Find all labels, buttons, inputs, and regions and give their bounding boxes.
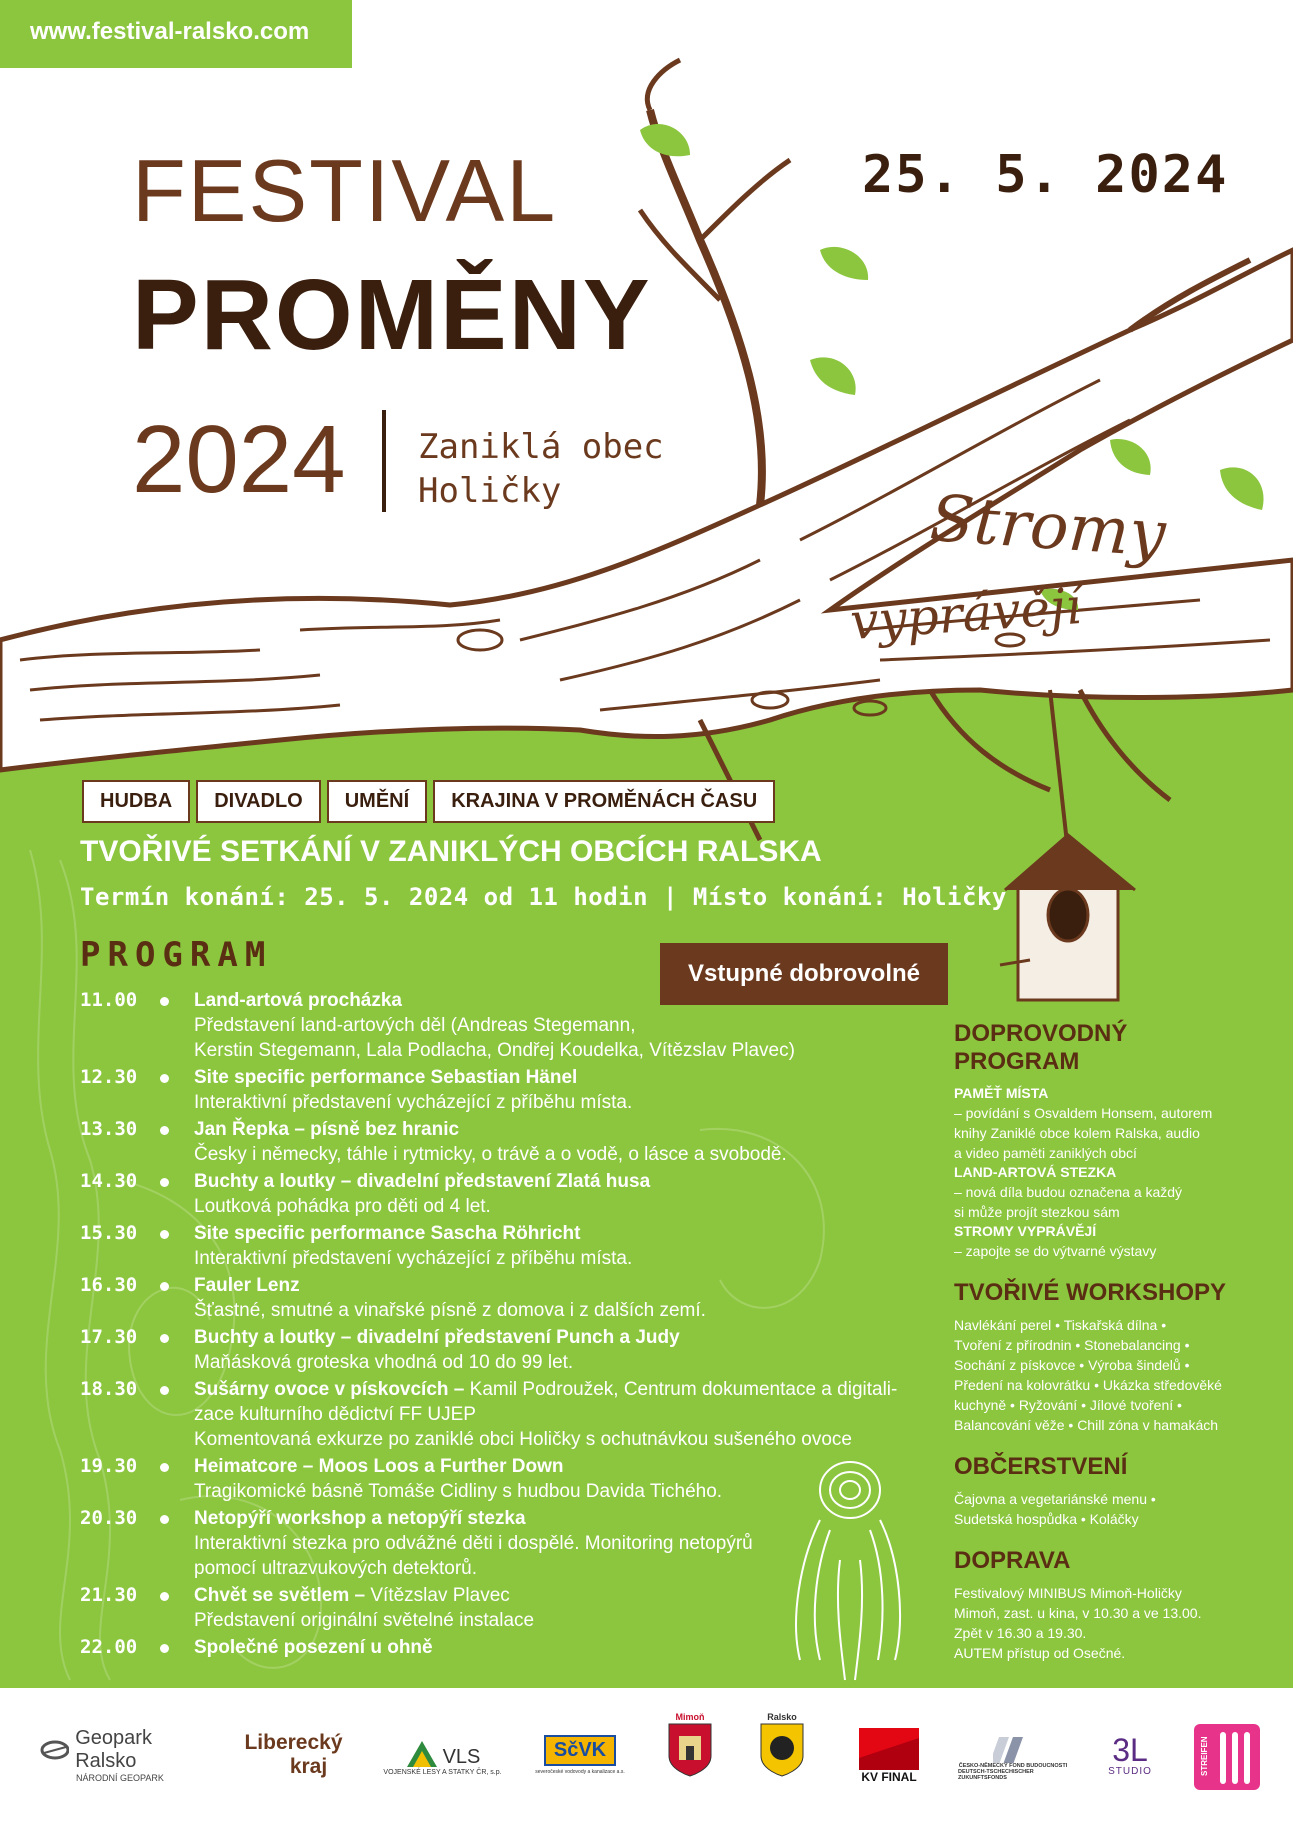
fond-text-cz: ČESKO-NĚMECKÝ FOND BUDOUCNOSTI xyxy=(958,1763,1068,1769)
program-item xyxy=(80,1065,910,1115)
streifen-text: STREIFEN xyxy=(1200,1736,1209,1776)
program-description: Interaktivní stezka pro odvážné děti i dospělé. Monitoring netopýrů xyxy=(194,1533,753,1554)
program-description: Loutková pohádka pro děti od 4 let. xyxy=(194,1196,491,1217)
workshopy-heading: TVOŘIVÉ WORKSHOPY xyxy=(954,1279,1227,1306)
program-description: Česky i německy, táhle i rytmicky, o trávě a o vodě, o lásce a svobodě. xyxy=(194,1144,787,1165)
program-title: Site specific performance Sascha Röhricht xyxy=(194,1223,581,1244)
program-title-line xyxy=(194,1169,910,1194)
program-item xyxy=(80,1325,910,1375)
program-title: Společné posezení u ohně xyxy=(194,1637,433,1658)
festival-date: 25. 5. 2024 xyxy=(862,145,1229,205)
obcerstveni-line: Čajovna a vegetariánské menu • xyxy=(954,1491,1156,1507)
scvk-text: SčVK xyxy=(544,1735,616,1766)
doprovodny-heading: DOPROVODNÝ PROGRAM xyxy=(954,1020,1128,1075)
program-title-line xyxy=(194,1273,910,1298)
program-description: Představení land-artových děl (Andreas Stegemann, xyxy=(194,1015,636,1036)
doprovodny-item-label: PAMĚŤ MÍSTA xyxy=(954,1085,1049,1101)
program-time: 16.30 xyxy=(80,1274,138,1296)
title-promeny: PROMĚNY xyxy=(132,259,652,371)
program-time: 11.00 xyxy=(80,989,138,1011)
title-festival: FESTIVAL xyxy=(132,141,558,240)
program-description: Šťastné, smutné a vinařské písně z domova i z dalších zemí. xyxy=(194,1300,706,1321)
tag-umeni: UMĚNÍ xyxy=(327,780,427,823)
program-time: 15.30 xyxy=(80,1222,138,1244)
scvk-sub: severočeské vodovody a kanalizace a.s. xyxy=(535,1769,625,1775)
program-item xyxy=(80,1377,910,1452)
doprovodny-program xyxy=(954,1020,1254,1261)
logo-streifen xyxy=(1193,1722,1261,1792)
doprovodny-item-text: – nová díla budou označena a každý xyxy=(954,1184,1183,1200)
program-item xyxy=(80,1117,910,1167)
program-title: Buchty a loutky – divadelní představení Punch a Judy xyxy=(194,1327,680,1348)
program-title-line xyxy=(194,1635,910,1660)
program-item xyxy=(80,1169,910,1219)
ralsko-text: Ralsko xyxy=(767,1712,797,1722)
program-item xyxy=(80,1583,910,1633)
program-title-line xyxy=(194,1377,910,1402)
mimon-text: Mimoň xyxy=(675,1712,705,1722)
tag-hudba: HUDBA xyxy=(82,780,190,823)
bullet-icon xyxy=(160,1334,169,1343)
obcerstveni xyxy=(954,1453,1254,1529)
doprava-heading: DOPRAVA xyxy=(954,1547,1071,1574)
geopark-icon xyxy=(40,1739,69,1761)
program-title: Netopýří workshop a netopýří stezka xyxy=(194,1508,526,1529)
program-title: Fauler Lenz xyxy=(194,1275,300,1296)
genre-tags xyxy=(82,780,775,823)
doprovodny-item-label: STROMY VYPRÁVĚJÍ xyxy=(954,1223,1097,1239)
bullet-icon xyxy=(160,997,169,1006)
title-divider xyxy=(382,410,386,512)
program-heading: PROGRAM xyxy=(80,935,273,975)
program-title-line xyxy=(194,1325,910,1350)
program-description: Kerstin Stegemann, Lala Podlacha, Ondřej Koudelka, Vítězslav Plavec) xyxy=(194,1040,795,1061)
logo-ralsko xyxy=(752,1700,812,1790)
event-termin: Termín konání: 25. 5. 2024 od 11 hodin | Místo konání: Holičky xyxy=(80,883,1007,911)
program-time: 19.30 xyxy=(80,1455,138,1477)
doprava-line: Zpět v 16.30 a 19.30. xyxy=(954,1625,1087,1641)
ralsko-coat-of-arms-icon xyxy=(759,1722,805,1778)
logo-fond-budoucnosti xyxy=(958,1725,1068,1793)
program-item xyxy=(80,988,910,1063)
bullet-icon xyxy=(160,1386,169,1395)
program-title: Chvět se světlem – xyxy=(194,1585,371,1606)
title-place xyxy=(418,425,664,513)
program-title: Heimatcore – Moos Loos a Further Down xyxy=(194,1456,564,1477)
program-title-rest: Kamil Podroužek, Centrum dokumentace a digitali- xyxy=(469,1379,898,1400)
program-item xyxy=(80,1454,910,1504)
doprava-line: Festivalový MINIBUS Mimoň-Holičky xyxy=(954,1585,1182,1601)
program-time: 17.30 xyxy=(80,1326,138,1348)
workshopy-line: Balancování věže • Chill zóna v hamakách xyxy=(954,1417,1219,1433)
geopark-sub: NÁRODNÍ GEOPARK xyxy=(76,1773,164,1783)
program-item xyxy=(80,1273,910,1323)
doprava-text xyxy=(954,1583,1254,1663)
program-description: pomocí ultrazvukových detektorů. xyxy=(194,1558,478,1579)
logo-scvk xyxy=(535,1725,625,1785)
admission-badge: Vstupné dobrovolné xyxy=(660,943,948,1005)
vls-sub: VOJENSKÉ LESY A STATKY ČR, s.p. xyxy=(383,1768,502,1776)
title-year: 2024 xyxy=(132,406,346,513)
program-description: zace kulturního dědictví FF UJEP xyxy=(194,1404,476,1425)
streifen-icon xyxy=(1194,1724,1260,1790)
program-item xyxy=(80,1221,910,1271)
program-title-line xyxy=(194,1583,910,1608)
bullet-icon xyxy=(160,1230,169,1239)
logo-vls xyxy=(380,1725,505,1789)
liberecky-text: Liberecký xyxy=(244,1731,343,1754)
vls-text: VLS xyxy=(442,1745,481,1768)
bullet-icon xyxy=(160,1282,169,1291)
program-time: 12.30 xyxy=(80,1066,138,1088)
doprovodny-item xyxy=(954,1222,1254,1261)
program-description: Představení originální světelné instalace xyxy=(194,1610,535,1631)
doprovodny-items xyxy=(954,1084,1254,1261)
program-time: 18.30 xyxy=(80,1378,138,1400)
program-description: Tragikomické básně Tomáše Cidliny s hudbou Davida Tichého. xyxy=(194,1481,723,1502)
program-title: Jan Řepka – písně bez hranic xyxy=(194,1119,460,1140)
program-title-rest: Vítězslav Plavec xyxy=(370,1585,510,1606)
doprovodny-item xyxy=(954,1084,1254,1163)
kv-final-text: KV FINAL xyxy=(861,1770,917,1784)
script-vypraveji: vyprávějí xyxy=(848,576,1084,652)
vls-icon xyxy=(405,1739,439,1769)
tag-divadlo: DIVADLO xyxy=(196,780,321,823)
obcerstveni-line: Sudetská hospůdka • Koláčky xyxy=(954,1511,1139,1527)
doprovodny-item-text: a video paměti zaniklých obcí xyxy=(954,1145,1137,1161)
doprovodny-item-text: knihy Zaniklé obce kolem Ralska, audio xyxy=(954,1125,1200,1141)
bullet-icon xyxy=(160,1126,169,1135)
program-description: Interaktivní představení vycházející z příběhu místa. xyxy=(194,1092,633,1113)
logo-liberecky-kraj xyxy=(236,1725,351,1785)
program-title: Sušárny ovoce v pískovcích – xyxy=(194,1379,470,1400)
doprovodny-item-text: – zapojte se do výtvarné výstavy xyxy=(954,1243,1157,1259)
3l-sub: STUDIO xyxy=(1108,1765,1152,1777)
doprovodny-item-text: – povídání s Osvaldem Honsem, autorem xyxy=(954,1105,1213,1121)
kraj-text: kraj xyxy=(289,1755,328,1778)
doprava xyxy=(954,1547,1254,1663)
place-line-2: Holičky xyxy=(418,471,562,511)
workshopy-text xyxy=(954,1315,1254,1435)
program-title-line xyxy=(194,1065,910,1090)
doprovodny-item-label: LAND-ARTOVÁ STEZKA xyxy=(954,1164,1117,1180)
workshopy xyxy=(954,1279,1254,1435)
bullet-icon xyxy=(160,1592,169,1601)
program-list xyxy=(80,988,910,1662)
place-line-1: Zaniklá obec xyxy=(418,427,664,467)
program-title: Land-artová procházka xyxy=(194,990,402,1011)
workshopy-line: Předení na kolovrátku • Ukázka středověké xyxy=(954,1377,1222,1393)
obcerstveni-text xyxy=(954,1489,1254,1529)
tag-krajina: KRAJINA V PROMĚNÁCH ČASU xyxy=(433,780,775,823)
program-time: 13.30 xyxy=(80,1118,138,1140)
logo-geopark-ralsko xyxy=(40,1725,215,1785)
workshopy-line: Navlékání perel • Tiskařská dílna • xyxy=(954,1317,1167,1333)
geopark-name: Geopark Ralsko xyxy=(75,1727,152,1772)
program-description: Komentovaná exkurze po zaniklé obci Holičky s ochutnávkou sušeného ovoce xyxy=(194,1429,852,1450)
program-title: Site specific performance Sebastian Hänel xyxy=(194,1067,578,1088)
kv-final-icon xyxy=(859,1728,919,1770)
logo-3l-studio xyxy=(1100,1725,1160,1785)
program-title-line xyxy=(194,1506,910,1531)
program-title-line xyxy=(194,988,910,1013)
program-description: Interaktivní představení vycházející z příběhu místa. xyxy=(194,1248,633,1269)
program-time: 20.30 xyxy=(80,1507,138,1529)
program-time: 21.30 xyxy=(80,1584,138,1606)
bullet-icon xyxy=(160,1515,169,1524)
doprava-line: AUTEM přístup od Osečné. xyxy=(954,1645,1126,1661)
program-title: Buchty a loutky – divadelní představení Zlatá husa xyxy=(194,1171,651,1192)
script-stromy: Stromy xyxy=(927,481,1168,573)
obcerstveni-heading: OBČERSTVENÍ xyxy=(954,1453,1128,1480)
bullet-icon xyxy=(160,1178,169,1187)
bullet-icon xyxy=(160,1074,169,1083)
workshopy-line: Tvoření z přírodnin • Stonebalancing • xyxy=(954,1337,1190,1353)
bullet-icon xyxy=(160,1644,169,1653)
program-title-line xyxy=(194,1454,910,1479)
program-description: Maňásková groteska vhodná od 10 do 99 let. xyxy=(194,1352,574,1373)
program-title-line xyxy=(194,1221,910,1246)
program-item xyxy=(80,1635,910,1660)
doprava-line: Mimoň, zast. u kina, v 10.30 a ve 13.00. xyxy=(954,1605,1202,1621)
bullet-icon xyxy=(160,1463,169,1472)
program-time: 14.30 xyxy=(80,1170,138,1192)
program-item xyxy=(80,1506,910,1581)
logo-mimon xyxy=(660,1700,720,1790)
3l-text: 3L xyxy=(1112,1731,1148,1768)
program-time: 22.00 xyxy=(80,1636,138,1658)
program-title-line xyxy=(194,1117,910,1142)
workshopy-line: kuchyně • Ryžování • Jílové tvoření • xyxy=(954,1397,1182,1413)
sidebar xyxy=(954,1020,1254,1681)
fond-icon xyxy=(993,1737,1033,1763)
birdhouse xyxy=(1000,835,1135,1000)
fond-text-de: DEUTSCH-TSCHECHISCHER ZUKUNFTSFONDS xyxy=(958,1769,1034,1781)
festival-website-link[interactable]: www.festival-ralsko.com xyxy=(30,18,310,45)
logo-kv-final xyxy=(858,1725,920,1787)
doprovodny-item xyxy=(954,1163,1254,1222)
doprovodny-item-text: si může projít stezkou sám xyxy=(954,1204,1120,1220)
workshopy-line: Sochání z pískovce • Výroba šindelů • xyxy=(954,1357,1190,1373)
event-subtitle: TVOŘIVÉ SETKÁNÍ V ZANIKLÝCH OBCÍCH RALSKA xyxy=(80,835,822,868)
mimon-coat-of-arms-icon xyxy=(667,1722,713,1778)
